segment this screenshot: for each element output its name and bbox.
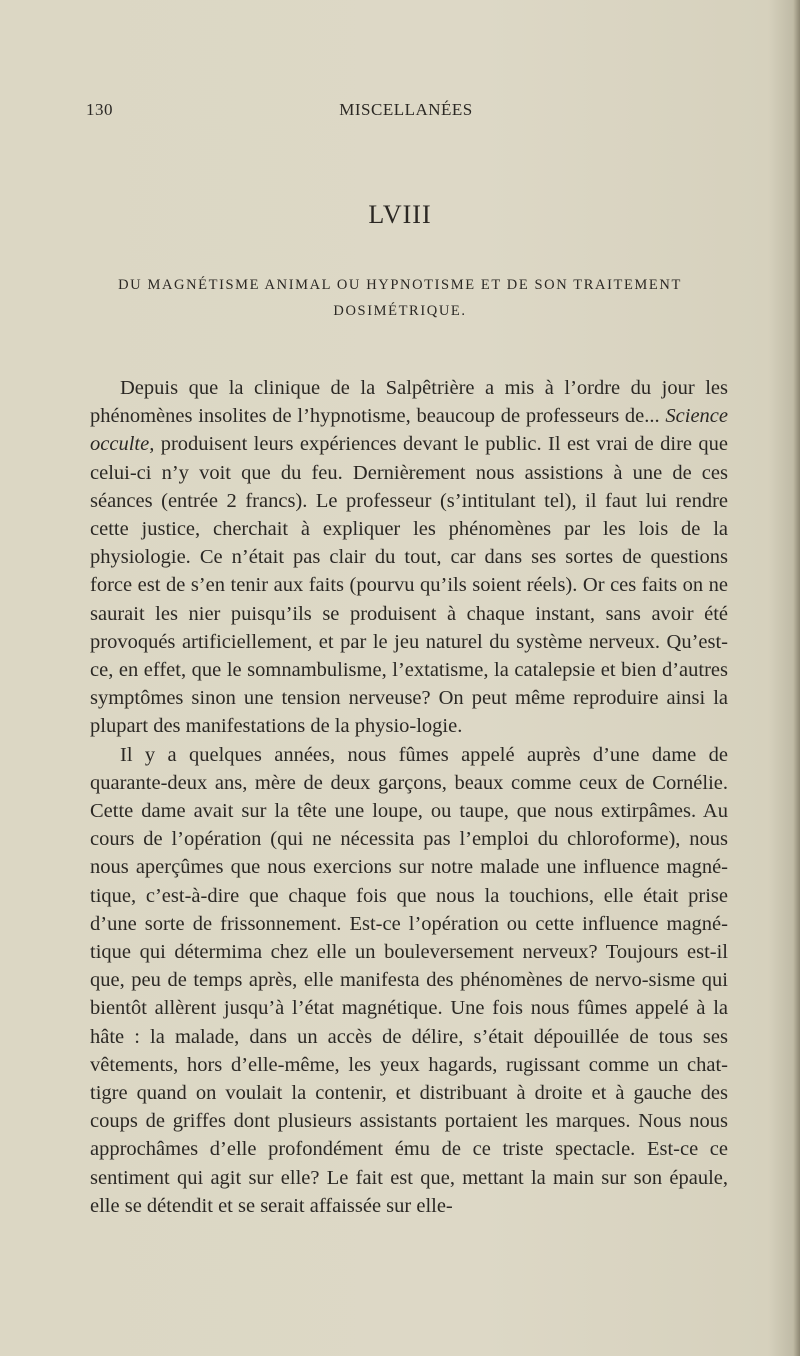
paragraph-1-end: produisent leurs expériences devant le public. Il est vrai de dire que celui-ci n’y voit que du feu. Dernièrement nous assistions à une de ces séances (entrée 2 francs). Le professeur (s’intitulant tel), il faut lui rendre cette justice, cherchait à expliquer les phénomènes par les lois de la physiologie. Ce n’était pas clair du tout, car dans ses sortes de questions force est de s’en tenir aux faits (pourvu qu’ils soient réels). Or ces faits on ne saurait les nier puisqu’ils se produisent à chaque instant, sans avoir été provoqués artificiellement, et par le jeu naturel du système nerveux. Qu’est-ce, en effet, que le somnambulisme, l’extatisme, la catalepsie et bien d’autres symptômes sinon une tension nerveuse? On peut même reproduire ainsi la plupart des manifestations de la physio-logie. xyxy=(90,433,728,738)
body-text xyxy=(90,374,728,1220)
running-title: MISCELLANÉES xyxy=(339,100,473,119)
paragraph-2: Il y a quelques années, nous fûmes appelé auprès d’une dame de quarante-deux ans, mère de deux garçons, beaux comme ceux de Cornélie. Cette dame avait sur la tête une loupe, ou taupe, que nous extirpâmes. Au cours de l’opération (qui ne nécessita pas l’emploi du chloroforme), nous nous aperçûmes que nous exercions sur notre malade une influence magné-tique, c’est-à-dire que chaque fois que nous la touchions, elle était prise d’une sorte de frissonnement. Est-ce l’opération ou cette influence magné-tique qui détermima chez elle un bouleversement nerveux? Toujours est-il que, peu de temps après, elle manifesta des phénomènes de nervo-sisme qui bientôt allèrent jusqu’à l’état magnétique. Une fois nous fûmes appelé à la hâte : la malade, dans un accès de délire, s’était dépouillée de tous ses vêtements, hors d’elle-même, les yeux hagards, rugissant comme un chat-tigre quand on voulait la contenir, et distribuant à droite et à gauche des coups de griffes dont plusieurs assistants portaient les marques. Nous nous approchâmes d’elle profondément ému de ce triste spectacle. Est-ce ce sentiment qui agit sur elle? Le fait est que, mettant la main sur son épaule, elle se détendit et se serait affaissée sur elle- xyxy=(90,743,728,1217)
paragraph-1 xyxy=(90,374,728,741)
paragraph-1-start: Depuis que la clinique de la Salpêtrière a mis à l’ordre du jour les phénomènes insolites de l’hypnotisme, beaucoup de professeurs de... xyxy=(90,377,728,428)
running-head xyxy=(86,100,726,124)
paragraph-1-italic: Science occulte, xyxy=(90,405,728,456)
chapter-title: DU MAGNÉTISME ANIMAL OU HYPNOTISME ET DE SON TRAITEMENT DOSIMÉTRIQUE. xyxy=(118,277,682,319)
chapter-number: LVIII xyxy=(368,200,432,229)
page-number: 130 xyxy=(86,100,113,119)
